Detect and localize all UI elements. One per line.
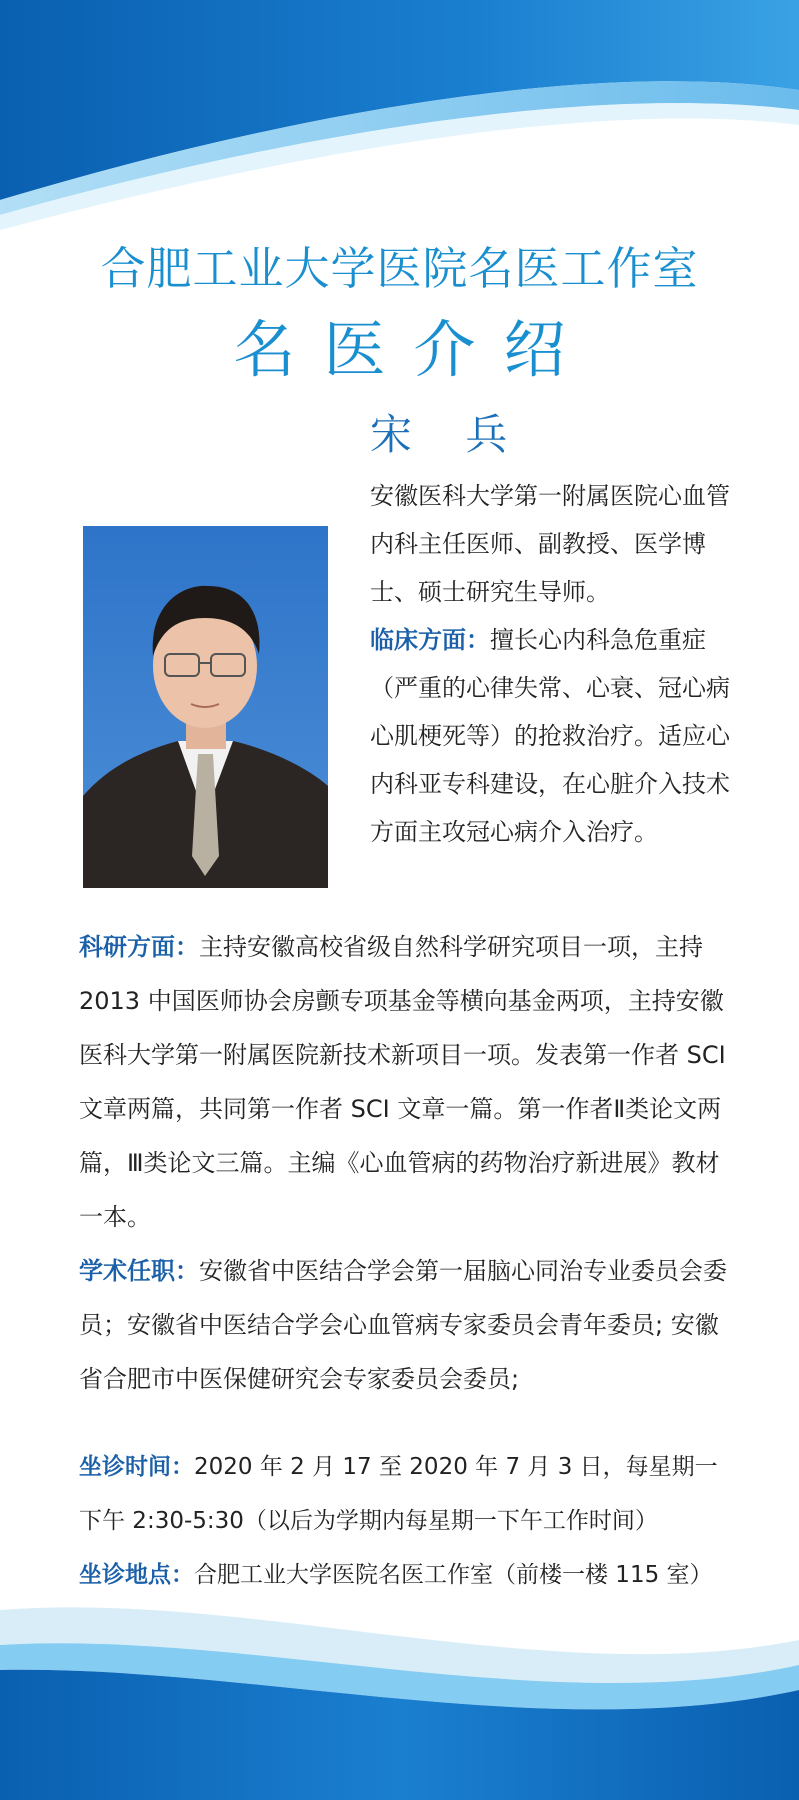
academic-section [79, 1244, 729, 1406]
page-title: 名医介绍 [233, 313, 594, 386]
bottom-wave-decoration [0, 1570, 799, 1800]
clinic-time-label: 坐诊时间： [79, 1454, 194, 1480]
top-wave-decoration [0, 0, 799, 240]
academic-text: 安徽省中医结合学会第一届脑心同治专业委员会委员；安徽省中医结合学会心血管病专家委员会青年委员; 安徽省合肥市中医保健研究会专家委员会委员; [79, 1257, 727, 1393]
research-label: 科研方面： [79, 933, 199, 961]
clinic-info [79, 1440, 739, 1602]
clinical-text: 擅长心内科急危重症（严重的心律失常、心衰、冠心病心肌梗死等）的抢救治疗。适应心内科亚专科建设，在心脏介入技术方面主攻冠心病介入治疗。 [370, 626, 730, 846]
doctor-photo [83, 526, 328, 888]
clinic-time-text: 2020 年 2 月 17 至 2020 年 7 月 3 日，每星期一下午 2:30-5:30（以后为学期内每星期一下午工作时间） [79, 1454, 718, 1534]
clinic-place-text: 合肥工业大学医院名医工作室（前楼一楼 115 室） [194, 1562, 713, 1588]
research-section [79, 920, 729, 1244]
org-title: 合肥工业大学医院名医工作室 [100, 242, 699, 295]
academic-label: 学术任职： [79, 1257, 199, 1285]
research-text: 主持安徽高校省级自然科学研究项目一项，主持 2013 中国医师协会房颤专项基金等横向基金两项，主持安徽医科大学第一附属医院新技术新项目一项。发表第一作者 SCI 文章两篇，共同第一作者 SCI 文章一篇。第一作者Ⅱ类论文两篇，Ⅲ类论文三篇。主编《心血管病的药物治疗新进展》教材一本。 [79, 933, 726, 1231]
clinical-label: 临床方面： [370, 626, 490, 654]
clinic-time-line [79, 1440, 739, 1548]
doctor-intro: 安徽医科大学第一附属医院心血管内科主任医师、副教授、医学博士、硕士研究生导师。 [370, 482, 730, 606]
clinic-place-line [79, 1548, 739, 1602]
clinic-place-label: 坐诊地点： [79, 1562, 194, 1588]
doctor-name: 宋 兵 [370, 410, 528, 459]
doctor-bio [370, 472, 730, 856]
